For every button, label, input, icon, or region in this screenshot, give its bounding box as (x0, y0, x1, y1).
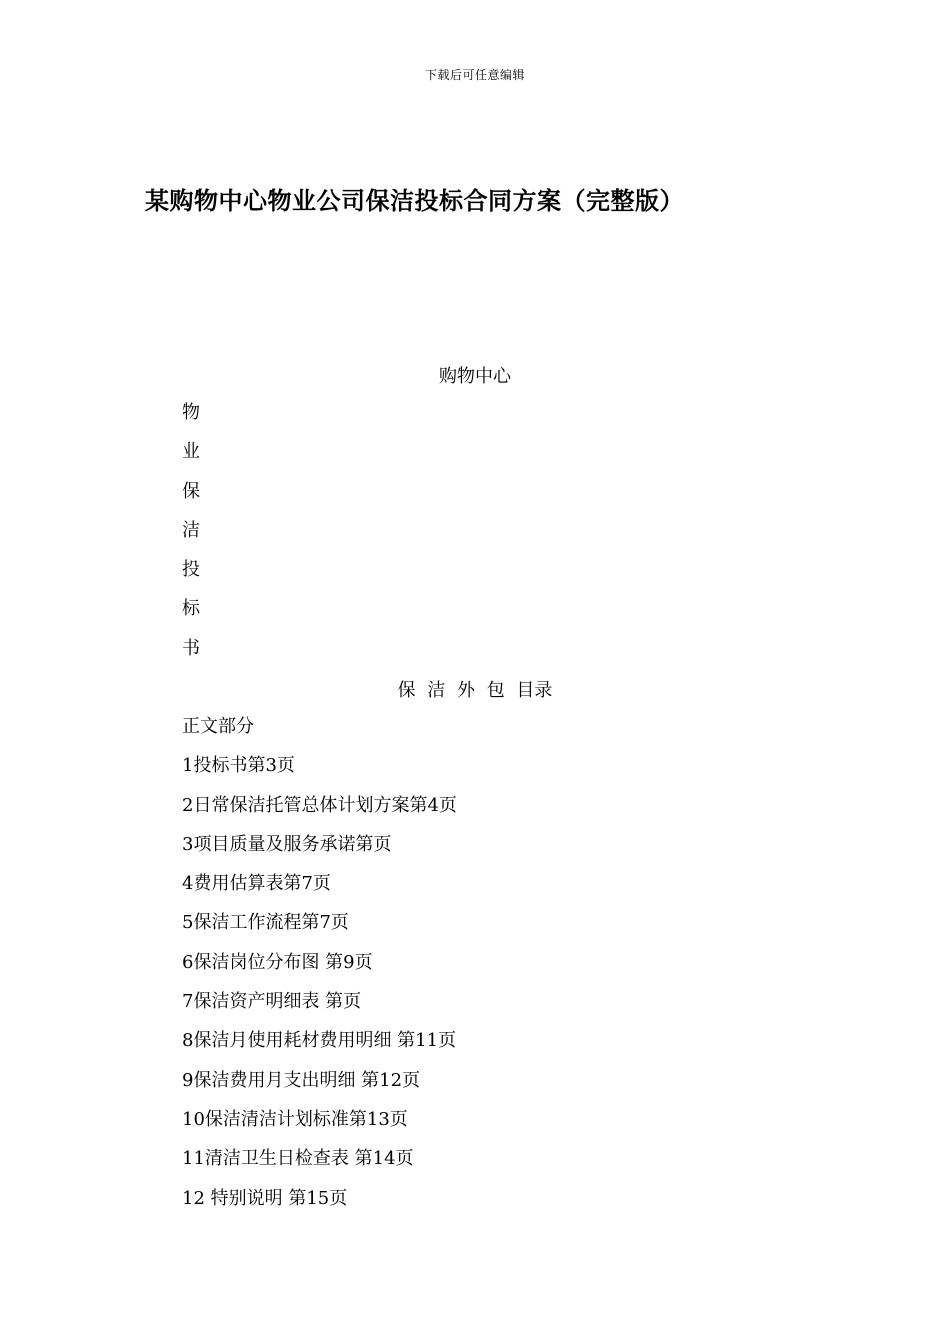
vertical-title (182, 400, 206, 675)
toc-item: 11清洁卫生日检查表 第14页 (182, 1148, 414, 1170)
vertical-char: 书 (182, 637, 200, 659)
toc-item: 4费用估算表第7页 (182, 873, 331, 895)
vertical-char: 投 (182, 559, 200, 581)
toc-item: 1投标书第3页 (182, 755, 295, 777)
toc-item: 7保洁资产明细表 第页 (182, 991, 362, 1013)
vertical-char: 物 (182, 402, 200, 423)
table-of-contents (182, 714, 457, 1225)
toc-section-heading: 正文部分 (182, 716, 254, 737)
document-subtitle: 购物中心 (439, 366, 511, 387)
vertical-char: 业 (182, 441, 200, 463)
toc-item: 9保洁费用月支出明细 第12页 (182, 1069, 421, 1091)
toc-item: 2日常保洁托管总体计划方案第4页 (182, 794, 457, 816)
document-title: 某购物中心物业公司保洁投标合同方案（完整版） (145, 186, 684, 215)
toc-item: 12 特别说明 第15页 (182, 1187, 348, 1209)
toc-item: 10保洁清洁计划标准第13页 (182, 1108, 408, 1130)
toc-item: 3项目质量及服务承诺第页 (182, 833, 392, 855)
vertical-char: 洁 (182, 519, 200, 541)
vertical-char: 保 (182, 480, 200, 502)
toc-item: 5保洁工作流程第7页 (182, 912, 349, 934)
toc-title: 保 洁 外 包 目录 (397, 680, 553, 701)
toc-item: 6保洁岗位分布图 第9页 (182, 951, 373, 973)
toc-item: 8保洁月使用耗材费用明细 第11页 (182, 1030, 457, 1052)
vertical-char: 标 (182, 598, 200, 620)
page-header-note: 下载后可任意编辑 (424, 68, 525, 82)
